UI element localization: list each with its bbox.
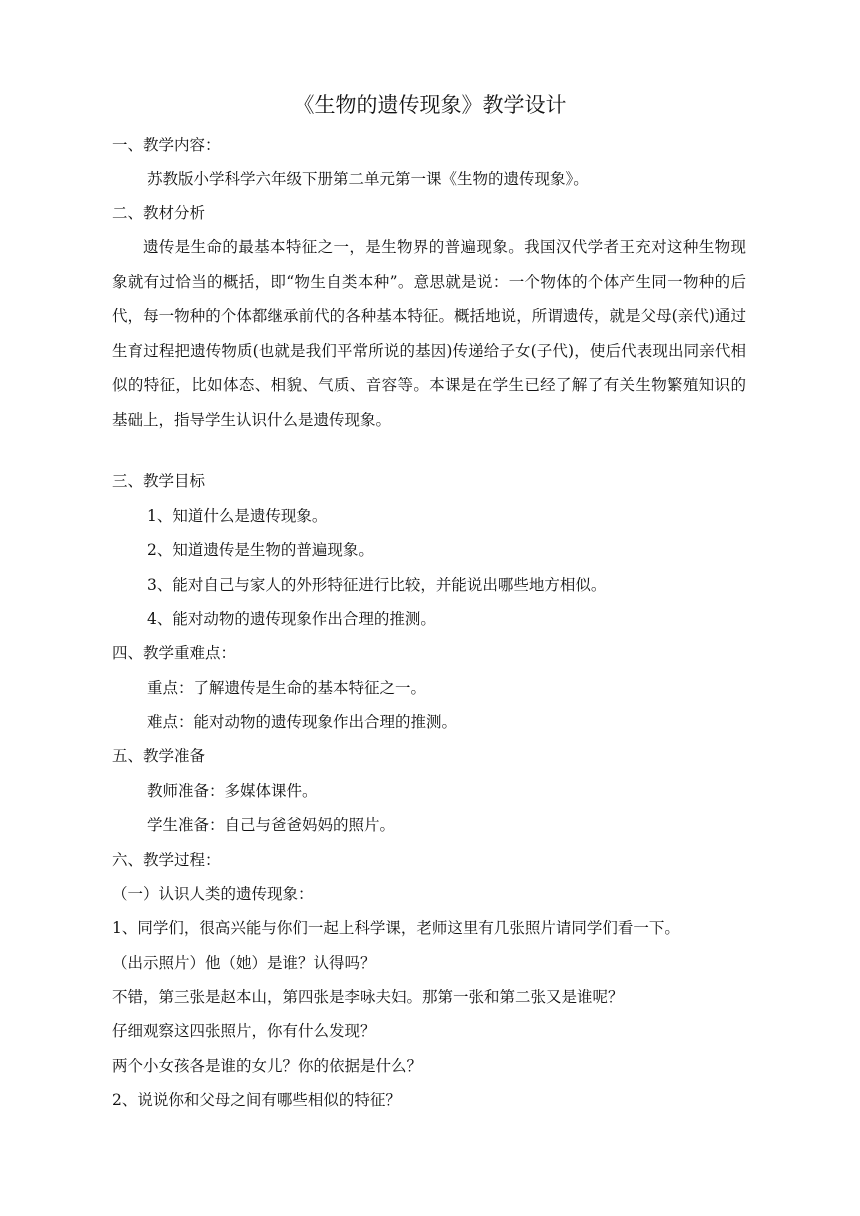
student-preparation-text: 学生准备：自己与爸爸妈妈的照片。 <box>147 816 396 834</box>
objective-item: 2、知道遗传是生物的普遍现象。 <box>147 541 374 559</box>
section-heading-key-points: 四、教学重难点： <box>112 644 237 662</box>
section-heading-process: 六、教学过程： <box>112 851 221 869</box>
analysis-paragraph: 遗传是生命的最基本特征之一，是生物界的普遍现象。我国汉代学者王充对这种生物现象就有过恰当的概括，即“物生自类本种”。意思就是说：一个物体的个体产生同一物种的后代，每一物种的个体都继承前代的各种基本特征。概括地说，所谓遗传，就是父母(亲代)通过生育过程把遗传物质(也就是我们平常所说的基因)传递给子女(子代)，使后代表现出同亲代相似的特征，比如体态、相貌、气质、音容等。本课是在学生已经了解了有关生物繁殖知识的基础上，指导学生认识什么是遗传现象。 <box>112 238 746 429</box>
subsection-heading: （一）认识人类的遗传现象： <box>112 885 314 903</box>
section-heading-analysis: 二、教材分析 <box>112 204 206 222</box>
process-line: 仔细观察这四张照片，你有什么发现？ <box>112 1022 376 1040</box>
difficult-point-text: 难点：能对动物的遗传现象作出合理的推测。 <box>147 713 458 731</box>
key-point-text: 重点：了解遗传是生命的基本特征之一。 <box>147 679 427 697</box>
section-heading-content: 一、教学内容： <box>112 136 221 154</box>
objective-item: 4、能对动物的遗传现象作出合理的推测。 <box>147 610 436 628</box>
document-title: 《生物的遗传现象》教学设计 <box>293 93 567 117</box>
section-heading-preparation: 五、教学准备 <box>112 747 206 765</box>
objective-item: 1、知道什么是遗传现象。 <box>147 507 328 525</box>
teacher-preparation-text: 教师准备：多媒体课件。 <box>147 782 318 800</box>
process-line: 不错，第三张是赵本山，第四张是李咏夫妇。那第一张和第二张又是谁呢？ <box>112 988 624 1006</box>
process-line: 两个小女孩各是谁的女儿？你的依据是什么？ <box>112 1057 423 1075</box>
process-line: （出示照片）他（她）是谁？认得吗？ <box>112 954 376 972</box>
process-line: 1、同学们，很高兴能与你们一起上科学课，老师这里有几张照片请同学们看一下。 <box>112 919 680 937</box>
content-text: 苏教版小学科学六年级下册第二单元第一课《生物的遗传现象》。 <box>147 170 589 188</box>
objective-item: 3、能对自己与家人的外形特征进行比较，并能说出哪些地方相似。 <box>147 576 607 594</box>
section-heading-objectives: 三、教学目标 <box>112 472 206 490</box>
process-line: 2、说说你和父母之间有哪些相似的特征？ <box>112 1091 401 1109</box>
